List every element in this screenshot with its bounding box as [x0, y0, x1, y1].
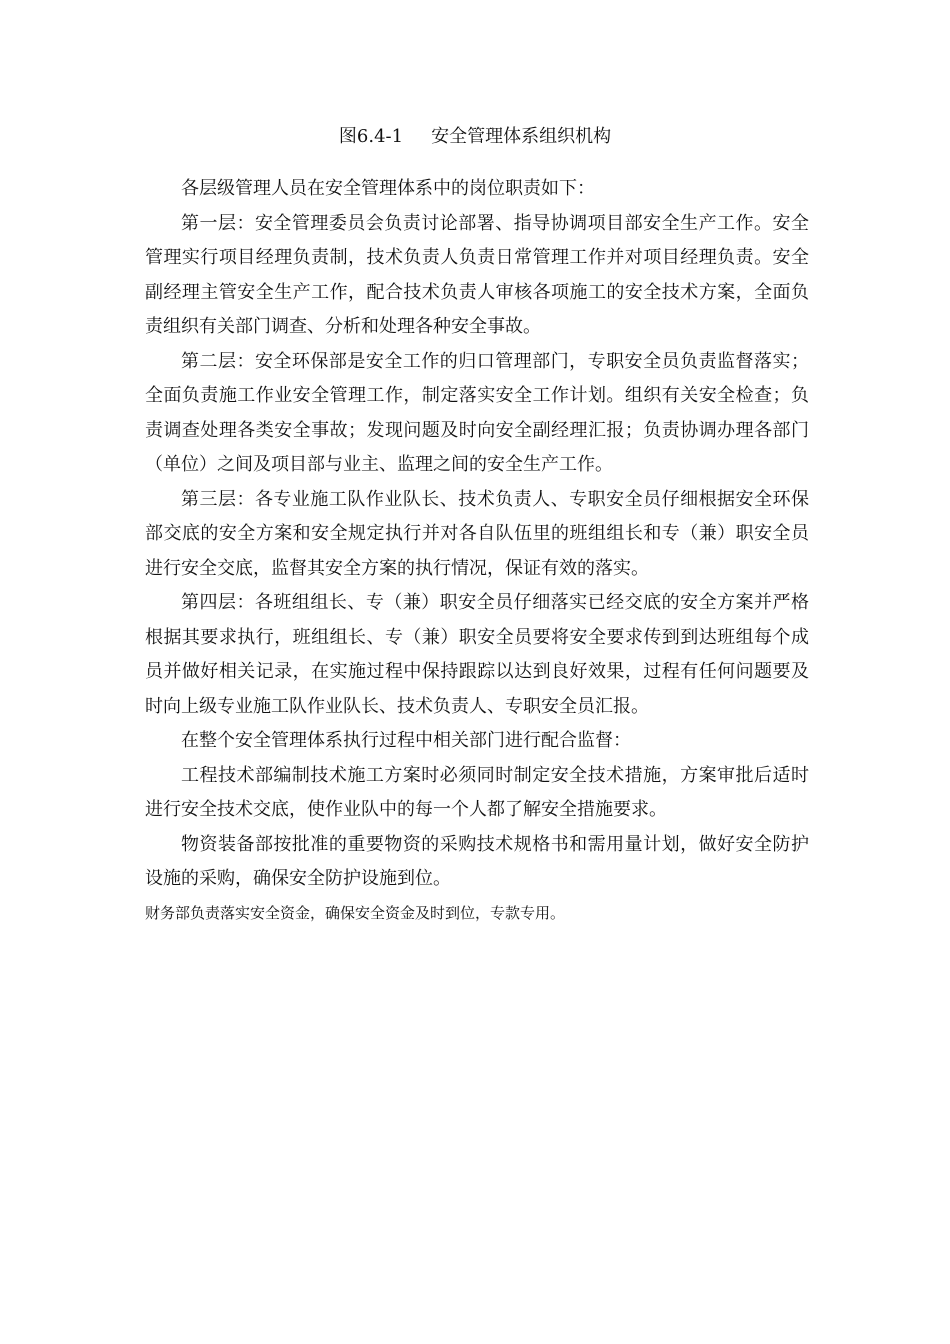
paragraph-supervision-intro: 在整个安全管理体系执行过程中相关部门进行配合监督： — [181, 730, 631, 751]
paragraph-level-1: 第一层：安全管理委员会负责讨论部署、指导协调项目部安全生产工作。安全管理实行项目经理负责制，技术负责人负责日常管理工作并对项目经理负责。安全副经理主管安全生产工作，配合技术负责人审核各项施工的安全技术方案，全面负责组织有关部门调查、分析和处理各种安全事故。 — [145, 212, 809, 337]
paragraph-finance-dept: 财务部负责落实安全资金，确保安全资金及时到位，专款专用。 — [145, 903, 566, 922]
figure-number: 图6.4-1 — [338, 126, 404, 147]
figure-title: 安全管理体系组织机构 — [431, 126, 612, 147]
paragraph-materials-dept: 物资装备部按批准的重要物资的采购技术规格书和需用量计划，做好安全防护设施的采购，确保安全防护设施到位。 — [145, 833, 809, 889]
paragraph-level-3: 第三层：各专业施工队作业队长、技术负责人、专职安全员仔细根据安全环保部交底的安全方案和安全规定执行并对各自队伍里的班组组长和专（兼）职安全员进行安全交底，监督其安全方案的执行情况，保证有效的落实。 — [145, 488, 809, 579]
body-text — [145, 172, 809, 927]
paragraph-level-4: 第四层：各班组组长、专（兼）职安全员仔细落实已经交底的安全方案并严格根据其要求执行，班组组长、专（兼）职安全员要将安全要求传到到达班组每个成员并做好相关记录，在实施过程中保持跟踪以达到良好效果，过程有任何问题要及时向上级专业施工队作业队长、技术负责人、专职安全员汇报。 — [145, 592, 809, 717]
paragraph-level-2: 第二层：安全环保部是安全工作的归口管理部门，专职安全员负责监督落实；全面负责施工作业安全管理工作，制定落实安全工作计划。组织有关安全检查；负责调查处理各类安全事故；发现问题及时向安全副经理汇报；负责协调办理各部门（单位）之间及项目部与业主、监理之间的安全生产工作。 — [145, 350, 809, 475]
paragraph-engineering-dept: 工程技术部编制技术施工方案时必须同时制定安全技术措施，方案审批后适时进行安全技术交底，使作业队中的每一个人都了解安全措施要求。 — [145, 764, 809, 820]
figure-caption — [0, 124, 950, 150]
paragraph-intro: 各层级管理人员在安全管理体系中的岗位职责如下： — [181, 178, 595, 199]
